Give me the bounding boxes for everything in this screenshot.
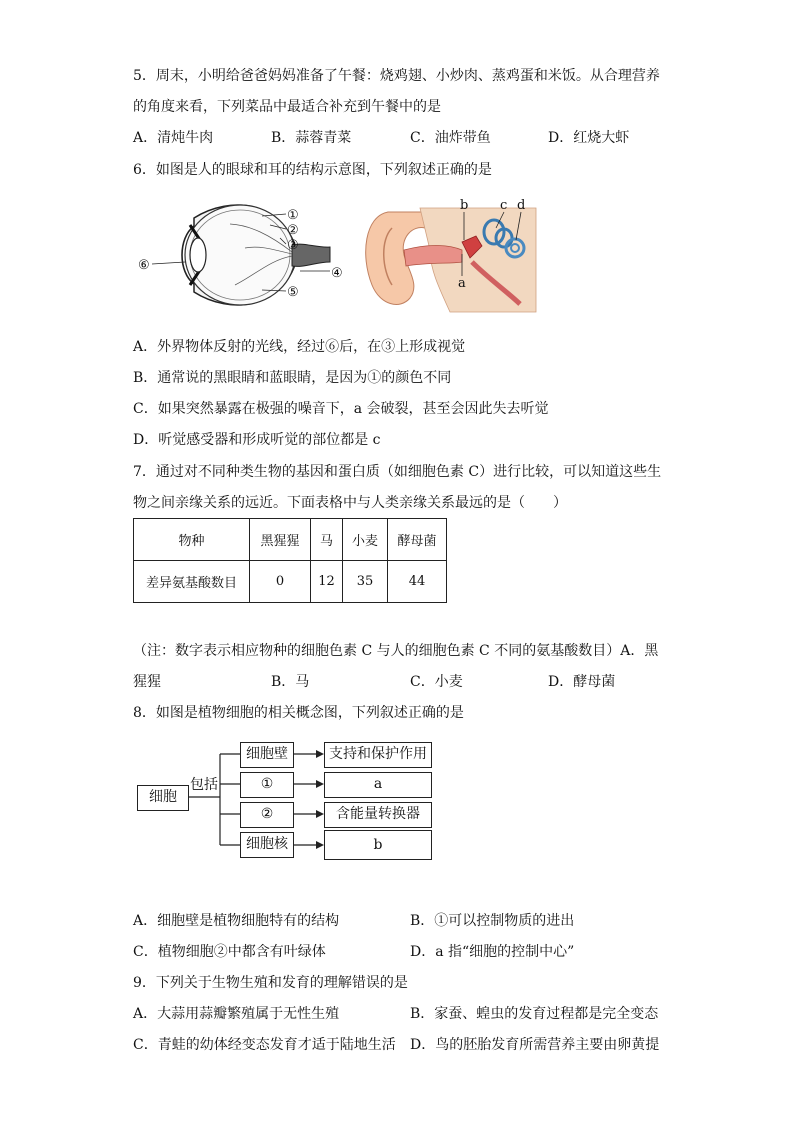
q6-option-d: D．听觉感受器和形成听觉的部位都是 c [133,432,381,448]
table-cell: 35 [343,561,388,603]
q8-option-a: A．细胞壁是植物细胞特有的结构 [133,913,340,929]
q8-option-c: C．植物细胞②中都含有叶绿体 [133,944,326,960]
q7-option-c: C．小麦 [410,674,463,690]
concept-function-support: 支持和保护作用 [324,742,432,768]
eye-label-1: ① [287,208,299,223]
q5-stem-line1: 5．周末，小明给爸爸妈妈准备了午餐：烧鸡翅、小炒肉、蒸鸡蛋和米饭。从合理营养 [133,68,660,84]
q5-option-d: D．红烧大虾 [548,130,630,146]
amino-acid-table [133,518,447,603]
table-cell: 差异氨基酸数目 [134,561,250,603]
table-cell: 酵母菌 [388,519,447,561]
concept-diagram-arrowheads [316,750,324,849]
q5-option-b: B．蒜蓉青菜 [271,130,352,146]
table-header-row [134,519,447,561]
eye-label-5: ⑤ [287,285,299,300]
ear-label-d: d [517,198,526,213]
eyeball-diagram [152,205,330,305]
q9-option-d: D．鸟的胚胎发育所需营养主要由卵黄提 [410,1037,660,1053]
concept-function-b: b [324,830,432,860]
ear-label-a: a [458,276,466,291]
q5-option-c: C．油炸带鱼 [410,130,491,146]
q6-option-c: C．如果突然暴露在极强的噪音下，a 会破裂，甚至会因此失去听觉 [133,401,549,417]
q6-stem: 6．如图是人的眼球和耳的结构示意图，下列叙述正确的是 [133,162,492,178]
eye-label-2: ② [287,223,299,238]
q7-stem-line2: 物之间亲缘关系的远近。下面表格中与人类亲缘关系最远的是（ ） [133,495,567,511]
q8-stem: 8．如图是植物细胞的相关概念图，下列叙述正确的是 [133,705,464,721]
table-cell: 马 [311,519,343,561]
q8-option-b: B．①可以控制物质的进出 [410,913,575,929]
table-cell: 黑猩猩 [250,519,311,561]
concept-connector-label: 包括 [190,777,218,793]
concept-function-a: a [324,772,432,798]
q9-option-c: C．青蛙的幼体经变态发育才适于陆地生活 [133,1037,396,1053]
ear-label-b: b [460,198,469,213]
concept-part-nucleus: 细胞核 [240,832,294,858]
q6-option-a: A．外界物体反射的光线，经过⑥后，在③上形成视觉 [133,339,466,355]
q9-stem: 9．下列关于生物生殖和发育的理解错误的是 [133,975,408,991]
table-cell: 12 [311,561,343,603]
q7-option-b: B．马 [271,674,310,690]
concept-root-cell: 细胞 [137,785,189,811]
eye-label-6: ⑥ [138,258,150,273]
concept-function-energy: 含能量转换器 [324,802,432,828]
q5-stem-line2: 的角度来看，下列菜品中最适合补充到午餐中的是 [133,99,441,115]
q9-option-a: A．大蒜用蒜瓣繁殖属于无性生殖 [133,1006,340,1022]
q7-option-d: D．酵母菌 [548,674,616,690]
ear-diagram [364,206,538,312]
table-cell: 44 [388,561,447,603]
q9-option-b: B．家蚕、蝗虫的发育过程都是完全变态 [410,1006,659,1022]
q7-stem-line1: 7．通过对不同种类生物的基因和蛋白质（如细胞色素 C）进行比较，可以知道这些生 [133,464,662,480]
ear-label-c: c [500,198,508,213]
q8-option-d: D．a 指“细胞的控制中心” [410,944,575,960]
concept-part-1: ① [240,772,294,798]
table-cell: 小麦 [343,519,388,561]
table-cell: 0 [250,561,311,603]
concept-part-2: ② [240,802,294,828]
q6-option-b: B．通常说的黑眼睛和蓝眼睛，是因为①的颜色不同 [133,370,452,386]
q5-option-a: A．清炖牛肉 [133,130,214,146]
eye-label-3: ③ [287,238,299,253]
eye-label-4: ④ [331,266,343,281]
concept-part-cell-wall: 细胞壁 [240,742,294,768]
table-cell: 物种 [134,519,250,561]
q7-note-line2: 猩猩 [133,674,161,690]
q7-note-line1: （注：数字表示相应物种的细胞色素 C 与人的细胞色素 C 不同的氨基酸数目）A．黑 [133,643,659,659]
table-row [134,561,447,603]
